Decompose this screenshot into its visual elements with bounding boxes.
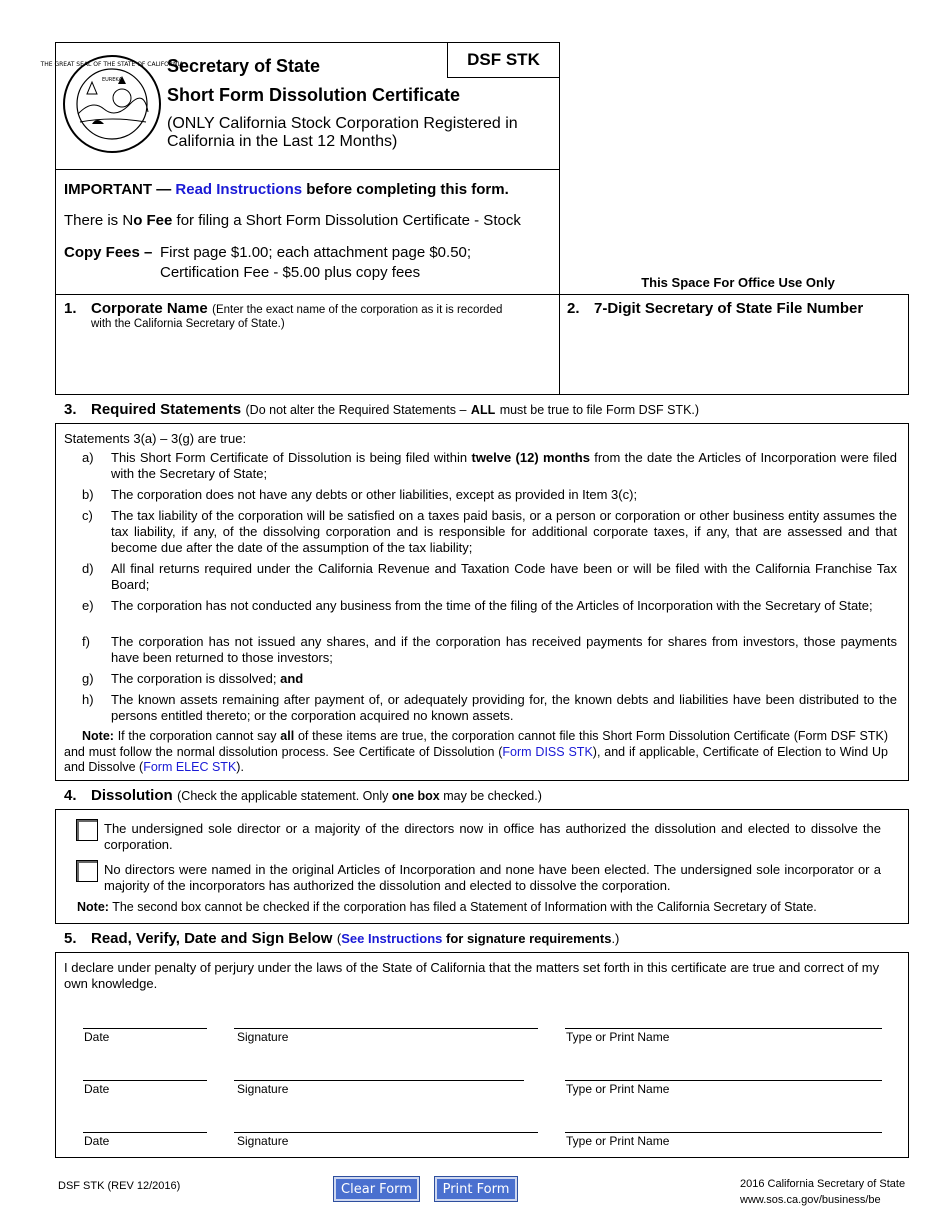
name-label-1: Type or Print Name [566, 1030, 670, 1044]
important-line [64, 181, 509, 198]
important-prefix: IMPORTANT — [64, 181, 172, 198]
print-form-button[interactable]: Print Form [434, 1176, 518, 1202]
signature-label-2: Signature [237, 1082, 289, 1096]
statement-e: e) The corporation has not conducted any business from the time of the filing of the Articles of Incorporation with the Secretary of State; [82, 598, 873, 613]
date-label-2: Date [84, 1082, 110, 1096]
copy-fees-label: Copy Fees – [64, 244, 153, 261]
see-instructions-link[interactable]: See Instructions [341, 931, 443, 946]
date-line-1[interactable] [83, 1028, 207, 1029]
form-subtitle-1: (ONLY California Stock Corporation Registered in [167, 115, 518, 132]
item-3-number: 3. [64, 401, 77, 418]
state-seal-icon [40, 54, 184, 154]
agency-name: Secretary of State [167, 56, 321, 76]
item-4-heading: Dissolution (Check the applicable statement. Only one box may be checked.) [91, 787, 542, 804]
clear-form-button[interactable]: Clear Form [333, 1176, 420, 1202]
name-label-2: Type or Print Name [566, 1082, 670, 1096]
item-4-number: 4. [64, 787, 77, 804]
fee-b: o Fee [133, 212, 173, 229]
item-1-help-2: with the California Secretary of State.) [91, 318, 285, 330]
fee-line [64, 212, 521, 229]
item-1-number: 1. [64, 300, 77, 317]
signature-line-3[interactable] [234, 1132, 538, 1133]
dissolution-option-1-checkbox[interactable] [76, 819, 98, 841]
item-3-note: Note: If the corporation cannot say all of these items are true, the corporation cannot file this Short Form Dissolution Certificate (Form DSF STK) and must follow the normal dissolution process. See Certificate of Dissolution (Form DISS STK), and if applicable, Certificate of Election to Wind Up and Dissolve (Form ELEC STK). [64, 729, 889, 774]
item-1-title: Corporate Name [91, 300, 208, 317]
signature-line-2[interactable] [234, 1080, 524, 1081]
name-line-3[interactable] [565, 1132, 882, 1133]
seal-motto: EUREKA [101, 77, 123, 83]
read-instructions-link[interactable]: Read Instructions [175, 181, 303, 198]
item-3-title: Required Statements [91, 401, 242, 418]
form-id: DSF STK [467, 50, 540, 69]
signature-label-1: Signature [237, 1030, 289, 1044]
statement-g: g) The corporation is dissolved; and [82, 671, 304, 686]
form-elec-stk-link[interactable]: Form ELEC STK [143, 760, 237, 774]
name-label-3: Type or Print Name [566, 1134, 670, 1148]
item-1-help-1: (Enter the exact name of the corporation as it is recorded [212, 304, 503, 316]
signature-line-1[interactable] [234, 1028, 538, 1029]
statement-h: h) The known assets remaining after payment of, or adequately providing for, the known debts and liabilities have been distributed to the persons entitled thereto; or the corporation acquired no known assets. [82, 692, 897, 723]
important-suffix: before completing this form. [306, 181, 509, 198]
name-line-1[interactable] [565, 1028, 882, 1029]
dissolution-option-1-label: The undersigned sole director or a majority of the directors now in office has authorized the dissolution and elected to dissolve the corporation. [104, 821, 881, 852]
item-4-title: Dissolution [91, 787, 173, 804]
statements-intro: Statements 3(a) – 3(g) are true: [64, 431, 247, 446]
date-line-2[interactable] [83, 1080, 207, 1081]
name-line-2[interactable] [565, 1080, 882, 1081]
dissolution-option-2-label: No directors were named in the original Articles of Incorporation and none have been elected. The undersigned sole incorporator or a majority of the incorporators has authorized the dissolution and elected to dissolve the corporation. [104, 862, 881, 893]
date-label-1: Date [84, 1030, 110, 1044]
date-line-3[interactable] [83, 1132, 207, 1133]
statement-b: b) The corporation does not have any debts or other liabilities, except as provided in Item 3(c); [82, 487, 638, 502]
fee-a: There is N [64, 212, 134, 229]
copy-fees-line-2: Certification Fee - $5.00 plus copy fees [160, 264, 421, 281]
signature-label-3: Signature [237, 1134, 289, 1148]
item-2-number: 2. [567, 300, 580, 317]
statement-c: c) The tax liability of the corporation will be satisfied on a taxes paid basis, or a person or corporation or other business entity assumes the tax liability, if any, of the dissolving corporation and is responsible for additional corporate taxes, if any, that are assessed and that become due after the date of the assumption of the tax liability; [82, 508, 897, 555]
seal-ring-text: THE GREAT SEAL OF THE STATE OF CALIFORNIA [40, 61, 184, 68]
form-title: Short Form Dissolution Certificate [167, 85, 461, 105]
item-5-number: 5. [64, 930, 77, 947]
statement-a: a) This Short Form Certificate of Dissolution is being filed within twelve (12) months from the date the Articles of Incorporation were filed with the Secretary of State; [82, 450, 898, 481]
item-1-heading [91, 300, 551, 318]
office-use-label: This Space For Office Use Only [641, 275, 835, 290]
declaration-text: I declare under penalty of perjury under the laws of the State of California that the matters set forth in this certificate are true and correct of my own knowledge. [64, 960, 880, 991]
sos-url: www.sos.ca.gov/business/be [740, 1194, 881, 1206]
corporate-name-field[interactable] [60, 336, 554, 390]
copyright: 2016 California Secretary of State [740, 1178, 906, 1190]
form-subtitle-2: California in the Last 12 Months) [167, 133, 398, 150]
item-3-help-c: must be true to file Form DSF STK.) [499, 403, 700, 417]
item-3-heading [91, 401, 906, 419]
form-diss-stk-link[interactable]: Form DISS STK [502, 744, 593, 759]
dissolution-option-2-checkbox[interactable] [76, 860, 98, 882]
item-5-heading: Read, Verify, Date and Sign Below (See Instructions for signature requirements.) [91, 930, 620, 947]
item-4-note: Note: The second box cannot be checked if the corporation has filed a Statement of Information with the California Secretary of State. [77, 900, 817, 914]
form-revision: DSF STK (REV 12/2016) [58, 1180, 181, 1192]
item-3-help-a: (Do not alter the Required Statements – [245, 403, 467, 417]
statement-d: d) All final returns required under the California Revenue and Taxation Code have been or will be filed with the California Franchise Tax Board; [82, 561, 897, 592]
item-5-title: Read, Verify, Date and Sign Below [91, 930, 333, 947]
file-number-field[interactable] [565, 326, 903, 390]
copy-fees-line-1: First page $1.00; each attachment page $0.50; [160, 244, 472, 261]
statement-f: f) The corporation has not issued any shares, and if the corporation has received payments for shares from investors, those payments have been returned to those investors; [82, 634, 897, 665]
fee-c: for filing a Short Form Dissolution Certificate - Stock [172, 212, 521, 229]
date-label-3: Date [84, 1134, 110, 1148]
item-3-help-b: ALL [470, 403, 496, 417]
item-2-title: 7-Digit Secretary of State File Number [594, 300, 864, 317]
